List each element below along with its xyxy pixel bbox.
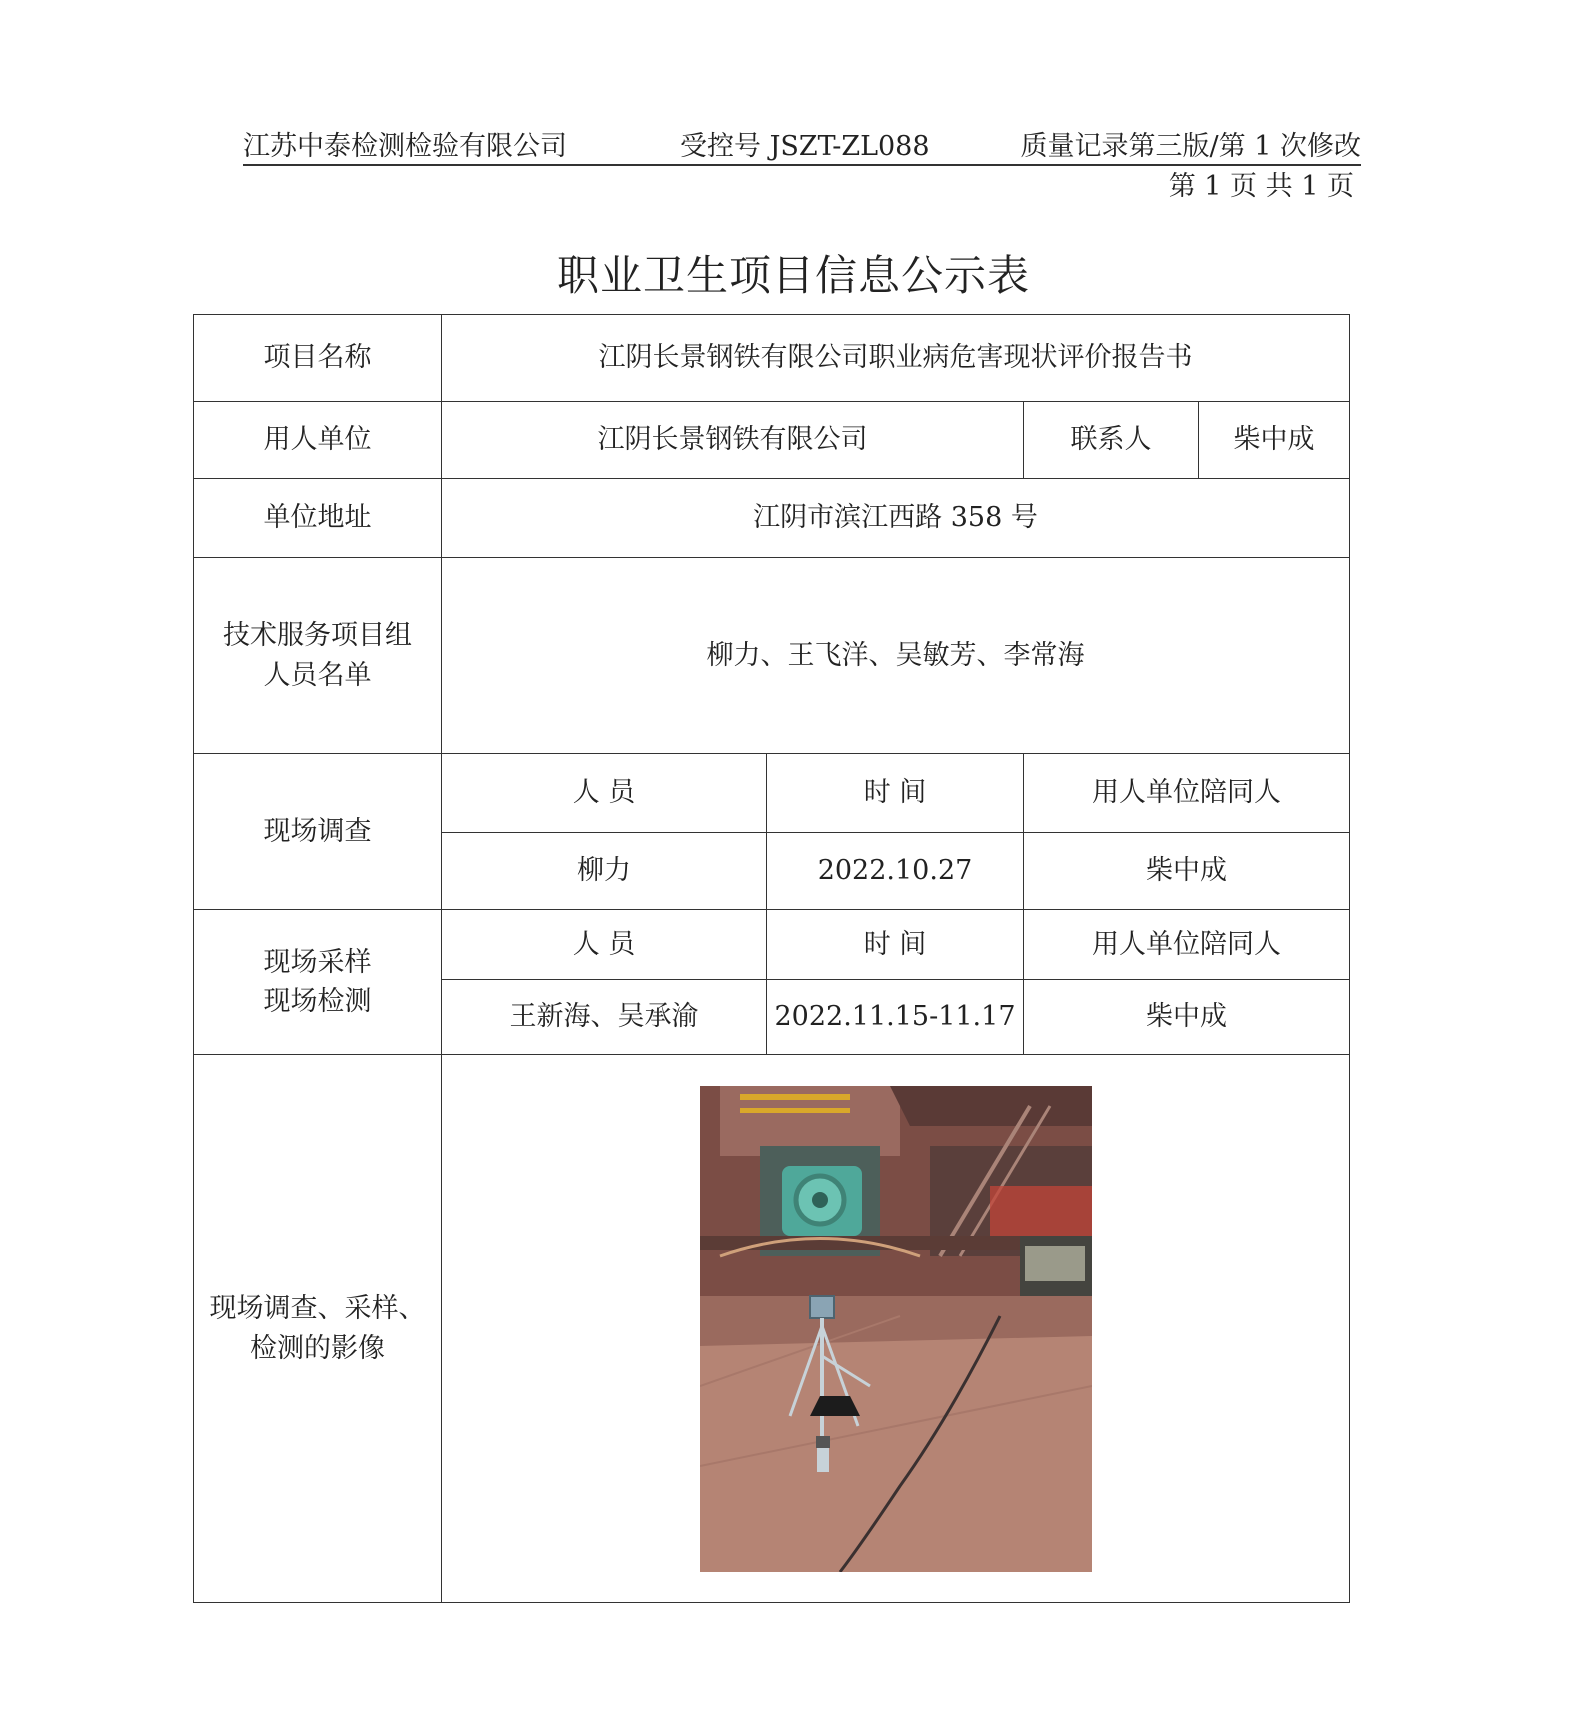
header-version: 质量记录第三版/第 1 次修改 xyxy=(1020,131,1361,162)
sampling-label-line2: 现场检测 xyxy=(263,986,372,1017)
address-value: 江阴市滨江西路 358 号 xyxy=(442,479,1350,558)
team-label-line1: 技术服务项目组 xyxy=(223,620,412,652)
table-row xyxy=(194,402,1350,479)
team-label-line2: 人员名单 xyxy=(263,659,372,691)
sampling-col-time: 时 间 xyxy=(767,910,1024,980)
survey-time: 2022.10.27 xyxy=(767,833,1024,910)
sampling-escort: 柴中成 xyxy=(1024,980,1350,1055)
table-row xyxy=(194,479,1350,558)
survey-col-escort: 用人单位陪同人 xyxy=(1024,754,1350,833)
project-name-value: 江阴长景钢铁有限公司职业病危害现状评价报告书 xyxy=(442,315,1350,402)
employer-label: 用人单位 xyxy=(194,402,442,479)
survey-person: 柳力 xyxy=(442,833,767,910)
survey-col-person: 人 员 xyxy=(442,754,767,833)
survey-label: 现场调查 xyxy=(194,754,442,910)
team-label xyxy=(194,558,442,754)
document-header xyxy=(243,118,1361,166)
sampling-person: 王新海、吴承渝 xyxy=(442,980,767,1055)
contact-label: 联系人 xyxy=(1024,402,1199,479)
site-photo-cell xyxy=(442,1055,1350,1603)
page-title: 职业卫生项目信息公示表 xyxy=(556,251,1030,300)
header-control-number: 受控号 JSZT-ZL088 xyxy=(680,131,930,162)
contact-value: 柴中成 xyxy=(1199,402,1350,479)
image-label xyxy=(194,1055,442,1603)
project-name-label: 项目名称 xyxy=(194,315,442,402)
info-table xyxy=(193,314,1350,1603)
table-row xyxy=(194,910,1350,980)
image-label-line1: 现场调查、采样、 xyxy=(209,1293,426,1325)
sampling-label xyxy=(194,910,442,1055)
sampling-label-line1: 现场采样 xyxy=(263,946,372,978)
team-members-value: 柳力、王飞洋、吴敏芳、李常海 xyxy=(442,558,1350,754)
sampling-time: 2022.11.15-11.17 xyxy=(767,980,1024,1055)
table-row xyxy=(194,558,1350,754)
image-label-line2: 检测的影像 xyxy=(250,1332,385,1364)
site-photo xyxy=(700,1086,1092,1572)
survey-escort: 柴中成 xyxy=(1024,833,1350,910)
employer-value: 江阴长景钢铁有限公司 xyxy=(442,402,1024,479)
header-company: 江苏中泰检测检验有限公司 xyxy=(243,131,567,162)
address-label: 单位地址 xyxy=(194,479,442,558)
survey-col-time: 时 间 xyxy=(767,754,1024,833)
table-row xyxy=(194,315,1350,402)
table-row xyxy=(194,754,1350,833)
page-info: 第 1 页 共 1 页 xyxy=(1168,171,1354,202)
sampling-col-escort: 用人单位陪同人 xyxy=(1024,910,1350,980)
table-row xyxy=(194,1055,1350,1603)
sampling-col-person: 人 员 xyxy=(442,910,767,980)
